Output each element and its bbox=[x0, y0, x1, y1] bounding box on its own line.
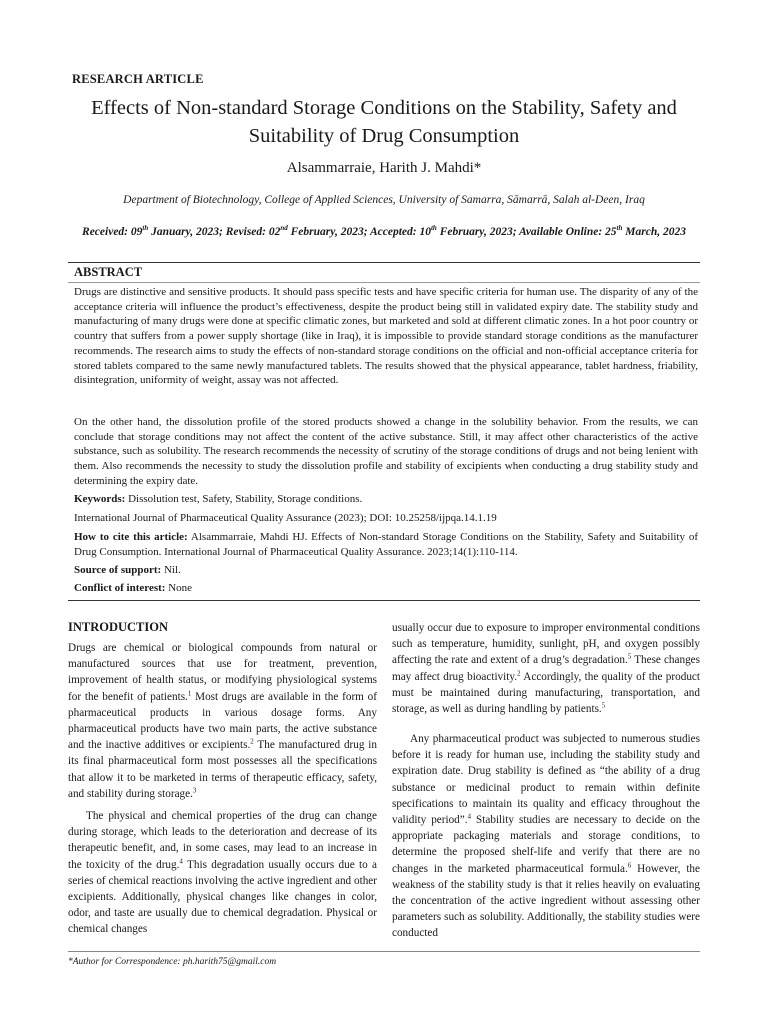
support-label: Source of support: bbox=[74, 564, 162, 576]
left-column-paragraph-1: Drugs are chemical or biological compounds from natural or manufactured sources that use for treatment, prevention, improvement of health status, or modifying physiological systems for the benefit of patients.$^1$ Most drugs are available in the form of pharmaceutical products in various dosage forms. Any pharmaceutical products have two main parts, the active substance and the inactive additives or excipients.$^2$ The manufactured drug in its final pharmaceutical form most possesses all the specifications that allow it to be marketed in terms of therapeutic efficacy, safety, and stability during storage.$^3$ bbox=[68, 642, 377, 800]
source-of-support: Source of support: Nil. bbox=[74, 564, 181, 576]
abstract-heading-rule bbox=[68, 282, 700, 283]
abstract-top-rule bbox=[68, 262, 700, 263]
article-dates: Received: 09th January, 2023; Revised: 02nd February, 2023; Accepted: 10th February, 2023; Available Online: 25th March, 2023 bbox=[82, 224, 686, 238]
introduction-heading: INTRODUCTION bbox=[68, 620, 169, 634]
right-column-paragraph-1: usually occur due to exposure to improper environmental conditions such as temperature, humidity, sunlight, pH, and oxygen possibly affecting the rate and extent of a drug’s degradation.$^5$ These changes may affect drug bioactivity.$^2$ Accordingly, the quality of the product must be maintained during manufacturing, transportation, and storage, as well as during handling by patients.$^5$ bbox=[392, 622, 700, 716]
abstract-paragraph-1: Drugs are distinctive and sensitive products. It should pass specific tests and have specific criteria for human use. The disparity of any of the acceptance criteria will influence the product’s effectiveness, despite the product being still in validated expiry date. The stability study and manufacturing of many drugs were done at specific climatic zones, but marketed and sold at different climatic zones. In a hot poor country or country that suffers from a power supply shortage (like in Iraq), it is impossible to provide standard storage conditions as the manufacturer recommends. The research aims to study the effects of non-standard storage conditions on the official and non-official acceptance criteria for stored tablets compared to the same newly manufactured tablets. The results showed that the physical appearance, tablet hardness, friability, disintegration, uniformity of weight, assay was not affected. bbox=[74, 286, 698, 387]
left-column-paragraph-2: The physical and chemical properties of the drug can change during storage, which leads to the deterioration and decrease of its therapeutic benefit, and, in some cases, may lead to an increase in the toxicity of the drug.$^4$ This degradation usually occurs due to a series of chemical reactions involving the active ingredient and other excipients. Additionally, physical changes like changes in color, odor, and taste are usually due to chemical degradation. Physical or chemical changes bbox=[68, 810, 377, 936]
right-column-paragraph-2: Any pharmaceutical product was subjected to numerous studies before it is ready for human use, including the stability study and expiration date. Drug stability is defined as “the ability of a drug substance or medicinal product to remain within definite specifications to maintain its quality and efficacy throughout the validity period”.$^4$ Stability studies are necessary to decide on the appropriate packaging materials and storage conditions, to determine the proposed shelf-life and verify that there are no changes in the marketed pharmaceutical formula.$^6$ However, the weakness of the stability study is that it relies heavily on evaluating the concentration of the active ingredient without assessing other parameters such as solubility. Additionally, the stability studies were conducted bbox=[392, 733, 700, 940]
how-to-cite: How to cite this article: Alsammarraie, Mahdi HJ. Effects of Non-standard Storage Conditions on the Stability, Safety and Suitability of Drug Consumption. International Journal of Pharmaceutical Quality Assurance. 2023;14(1):110-114. bbox=[74, 531, 698, 558]
article-type: RESEARCH ARTICLE bbox=[72, 72, 204, 86]
abstract-heading: ABSTRACT bbox=[74, 265, 143, 279]
keywords-label: Keywords: bbox=[74, 493, 126, 505]
author-line: Alsammarraie, Harith J. Mahdi* bbox=[286, 160, 482, 176]
journal-doi: International Journal of Pharmaceutical Quality Assurance (2023); DOI: 10.25258/ijpqa.14.1.19 bbox=[74, 512, 497, 524]
abstract-bottom-rule bbox=[68, 600, 700, 601]
cite-label: How to cite this article: bbox=[74, 531, 188, 543]
footnote-rule bbox=[68, 951, 700, 952]
paper-title: Effects of Non-standard Storage Conditions on the Stability, Safety and Suitability of Drug Consumption bbox=[91, 97, 677, 147]
conflict-of-interest: Conflict of interest: None bbox=[74, 582, 193, 594]
abstract-paragraph-2: On the other hand, the dissolution profile of the stored products showed a change in the solubility behavior. From the results, we can conclude that storage conditions may not affect the content of the active substance. Still, it may affect other characteristics of the active substance, such as solubility. The research recommends the necessity of scrutiny of the storage conditions of drugs and not being lenient with them. Also recommends the necessity to study the dissolution profile and stability of excipients when conducting a drug stability study and determining the expiry date. bbox=[74, 416, 698, 487]
correspondence-footnote: *Author for Correspondence: ph.harith75@gmail.com bbox=[68, 957, 277, 967]
affiliation: Department of Biotechnology, College of Applied Sciences, University of Samarra, Sāmarrā, Salah al-Deen, Iraq bbox=[123, 194, 645, 206]
keywords: Keywords: Dissolution test, Safety, Stability, Storage conditions. bbox=[74, 493, 363, 505]
conflict-label: Conflict of interest: bbox=[74, 582, 166, 594]
